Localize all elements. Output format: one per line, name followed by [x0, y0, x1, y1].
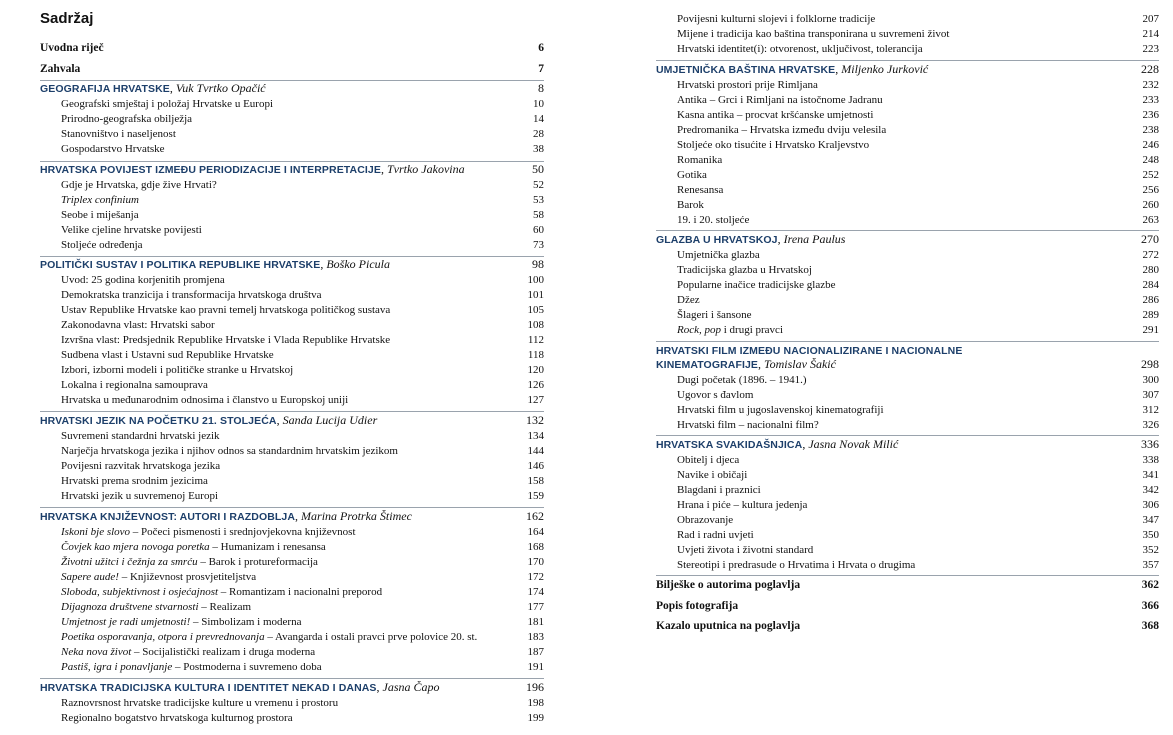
toc-entry[interactable]: Poetika osporavanja, otpora i prevrednovanja – Avangarda i ostali pravci prve polovice 20. st. 183	[61, 631, 544, 643]
chapter-divider	[656, 575, 1159, 576]
toc-entry[interactable]: Neka nova život – Socijalistički realizam i druga moderna 187	[61, 646, 544, 658]
toc-entry[interactable]: Raznovrsnost hrvatske tradicijske kulture u vremenu i prostoru 198	[61, 697, 544, 709]
toc-entry[interactable]: Predromanika – Hrvatska između dviju velesila 238	[677, 124, 1159, 136]
toc-entry[interactable]: Renesansa 256	[677, 184, 1159, 196]
chapter-literature[interactable]: HRVATSKA KNJIŽEVNOST: AUTORI I RAZDOBLJA, Marina Protrka Štimec 162	[40, 509, 544, 523]
toc-entry[interactable]: Barok 260	[677, 199, 1159, 211]
chapter-art-heritage[interactable]: UMJETNIČKA BAŠTINA HRVATSKE, Miljenko Jurković 228	[656, 62, 1159, 76]
toc-entry[interactable]: Životni užitci i čežnja za smrću – Barok i protureformacija 170	[61, 556, 544, 568]
toc-entry[interactable]: Hrvatska u međunarodnim odnosima i članstvo u Europskoj uniji 127	[61, 394, 544, 406]
chapter-divider	[40, 507, 544, 508]
toc-entry[interactable]: Hrvatski identitet(i): otvorenost, uključivost, tolerancija 223	[677, 43, 1159, 55]
toc-entry[interactable]: Mijene i tradicija kao baština transponirana u suvremeni život 214	[677, 28, 1159, 40]
toc-entry[interactable]: Gotika 252	[677, 169, 1159, 181]
page-title: Sadržaj	[40, 10, 94, 27]
toc-entry[interactable]: Rock, pop i drugi pravci 291	[677, 324, 1159, 336]
chapter-everyday-life[interactable]: HRVATSKA SVAKIDAŠNJICA, Jasna Novak Milić 336	[656, 437, 1159, 451]
toc-entry[interactable]: Dijagnoza društvene stvarnosti – Realizam 177	[61, 601, 544, 613]
toc-entry[interactable]: Romanika 248	[677, 154, 1159, 166]
toc-entry[interactable]: Triplex confinium 53	[61, 194, 544, 206]
toc-entry[interactable]: Obitelj i djeca 338	[677, 454, 1159, 466]
toc-entry[interactable]: Antika – Grci i Rimljani na istočnome Jadranu 233	[677, 94, 1159, 106]
toc-entry[interactable]: Povijesni razvitak hrvatskoga jezika 146	[61, 460, 544, 472]
toc-entry[interactable]: Regionalno bogatstvo hrvatskoga kulturnog prostora 199	[61, 712, 544, 724]
chapter-traditional-culture[interactable]: HRVATSKA TRADICIJSKA KULTURA I IDENTITET NEKAD I DANAS, Jasna Čapo 196	[40, 680, 544, 694]
toc-entry[interactable]: Stoljeće oko tisućite i Hrvatsko Kraljevstvo 246	[677, 139, 1159, 151]
toc-entry[interactable]: Velike cjeline hrvatske povijesti 60	[61, 224, 544, 236]
toc-entry[interactable]: Narječja hrvatskoga jezika i njihov odnos sa standardnim hrvatskim jezikom 144	[61, 445, 544, 457]
chapter-music[interactable]: GLAZBA U HRVATSKOJ, Irena Paulus 270	[656, 232, 1159, 246]
toc-entry[interactable]: Umjetnost je radi umjetnosti! – Simbolizam i moderna 181	[61, 616, 544, 628]
toc-entry-acknowledgements[interactable]: Zahvala 7	[40, 63, 544, 75]
toc-entry[interactable]: Navike i običaji 341	[677, 469, 1159, 481]
toc-entry[interactable]: Stoljeće određenja 73	[61, 239, 544, 251]
toc-entry[interactable]: Rad i radni uvjeti 350	[677, 529, 1159, 541]
chapter-divider	[40, 411, 544, 412]
toc-entry[interactable]: 19. i 20. stoljeće 263	[677, 214, 1159, 226]
toc-entry[interactable]: Dugi početak (1896. – 1941.) 300	[677, 374, 1159, 386]
chapter-divider	[40, 161, 544, 162]
chapter-divider	[40, 678, 544, 679]
toc-entry[interactable]: Seobe i miješanja 58	[61, 209, 544, 221]
toc-entry[interactable]: Prirodno-geografska obilježja 14	[61, 113, 544, 125]
toc-entry-author-notes[interactable]: Bilješke o autorima poglavlja 362	[656, 579, 1159, 591]
chapter-divider	[656, 435, 1159, 436]
toc-entry[interactable]: Stereotipi i predrasude o Hrvatima i Hrvata o drugima 357	[677, 559, 1159, 571]
toc-entry[interactable]: Gospodarstvo Hrvatske 38	[61, 143, 544, 155]
toc-entry[interactable]: Umjetnička glazba 272	[677, 249, 1159, 261]
chapter-history[interactable]: HRVATSKA POVIJEST IZMEĐU PERIODIZACIJE I INTERPRETACIJE, Tvrtko Jakovina 50	[40, 162, 544, 176]
chapter-divider	[656, 230, 1159, 231]
toc-entry[interactable]: Geografski smještaj i položaj Hrvatske u Europi 10	[61, 98, 544, 110]
toc-entry[interactable]: Sapere aude! – Književnost prosvjetiteljstva 172	[61, 571, 544, 583]
toc-entry[interactable]: Stanovništvo i naseljenost 28	[61, 128, 544, 140]
toc-entry[interactable]: Čovjek kao mjera novoga poretka – Humanizam i renesansa 168	[61, 541, 544, 553]
chapter-geography[interactable]: GEOGRAFIJA HRVATSKE, Vuk Tvrtko Opačić 8	[40, 81, 544, 95]
toc-entry[interactable]: Zakonodavna vlast: Hrvatski sabor 108	[61, 319, 544, 331]
toc-entry[interactable]: Uvod: 25 godina korjenitih promjena 100	[61, 274, 544, 286]
toc-entry[interactable]: Suvremeni standardni hrvatski jezik 134	[61, 430, 544, 442]
chapter-divider	[40, 80, 544, 81]
toc-entry[interactable]: Hrvatski jezik u suvremenoj Europi 159	[61, 490, 544, 502]
toc-entry[interactable]: Iskoni bje slovo – Počeci pismenosti i srednjovjekovna književnost 164	[61, 526, 544, 538]
chapter-divider	[40, 256, 544, 257]
toc-entry[interactable]: Hrvatski prostori prije Rimljana 232	[677, 79, 1159, 91]
toc-entry[interactable]: Šlageri i šansone 289	[677, 309, 1159, 321]
toc-entry[interactable]: Ugovor s đavlom 307	[677, 389, 1159, 401]
toc-entry[interactable]: Obrazovanje 347	[677, 514, 1159, 526]
toc-entry[interactable]: Kasna antika – procvat kršćanske umjetnosti 236	[677, 109, 1159, 121]
toc-entry[interactable]: Gdje je Hrvatska, gdje žive Hrvati? 52	[61, 179, 544, 191]
toc-entry[interactable]: Hrvatski film u jugoslavenskoj kinematografiji 312	[677, 404, 1159, 416]
toc-entry[interactable]: Ustav Republike Hrvatske kao pravni temelj hrvatskoga političkog sustava 105	[61, 304, 544, 316]
toc-entry[interactable]: Hrana i piće – kultura jedenja 306	[677, 499, 1159, 511]
toc-entry[interactable]: Sudbena vlast i Ustavni sud Republike Hrvatske 118	[61, 349, 544, 361]
chapter-film-line1[interactable]: HRVATSKI FILM IZMEĐU NACIONALIZIRANE I NACIONALNE	[656, 345, 963, 357]
toc-entry[interactable]: Sloboda, subjektivnost i osjećajnost – Romantizam i nacionalni preporod 174	[61, 586, 544, 598]
chapter-film[interactable]: KINEMATOGRAFIJE, Tomislav Šakić 298	[656, 357, 1159, 371]
toc-entry[interactable]: Demokratska tranzicija i transformacija hrvatskoga društva 101	[61, 289, 544, 301]
toc-entry-index[interactable]: Kazalo uputnica na poglavlja 368	[656, 620, 1159, 632]
toc-entry[interactable]: Izbori, izborni modeli i političke stranke u Hrvatskoj 120	[61, 364, 544, 376]
chapter-divider	[656, 341, 1159, 342]
chapter-language[interactable]: HRVATSKI JEZIK NA POČETKU 21. STOLJEĆA, Sanda Lucija Udier 132	[40, 413, 544, 427]
toc-entry[interactable]: Uvjeti života i životni standard 352	[677, 544, 1159, 556]
toc-entry[interactable]: Lokalna i regionalna samouprava 126	[61, 379, 544, 391]
toc-entry[interactable]: Blagdani i praznici 342	[677, 484, 1159, 496]
toc-entry[interactable]: Tradicijska glazba u Hrvatskoj 280	[677, 264, 1159, 276]
toc-entry[interactable]: Džez 286	[677, 294, 1159, 306]
toc-entry[interactable]: Povijesni kulturni slojevi i folklorne tradicije 207	[677, 13, 1159, 25]
chapter-politics[interactable]: POLITIČKI SUSTAV I POLITIKA REPUBLIKE HRVATSKE, Boško Picula 98	[40, 257, 544, 271]
toc-entry-photo-list[interactable]: Popis fotografija 366	[656, 600, 1159, 612]
chapter-divider	[656, 60, 1159, 61]
toc-entry[interactable]: Popularne inačice tradicijske glazbe 284	[677, 279, 1159, 291]
toc-entry[interactable]: Hrvatski prema srodnim jezicima 158	[61, 475, 544, 487]
toc-entry[interactable]: Izvršna vlast: Predsjednik Republike Hrvatske i Vlada Republike Hrvatske 112	[61, 334, 544, 346]
toc-entry[interactable]: Hrvatski film – nacionalni film? 326	[677, 419, 1159, 431]
toc-entry[interactable]: Pastiš, igra i ponavljanje – Postmoderna i suvremeno doba 191	[61, 661, 544, 673]
toc-entry-foreword[interactable]: Uvodna riječ 6	[40, 42, 544, 54]
